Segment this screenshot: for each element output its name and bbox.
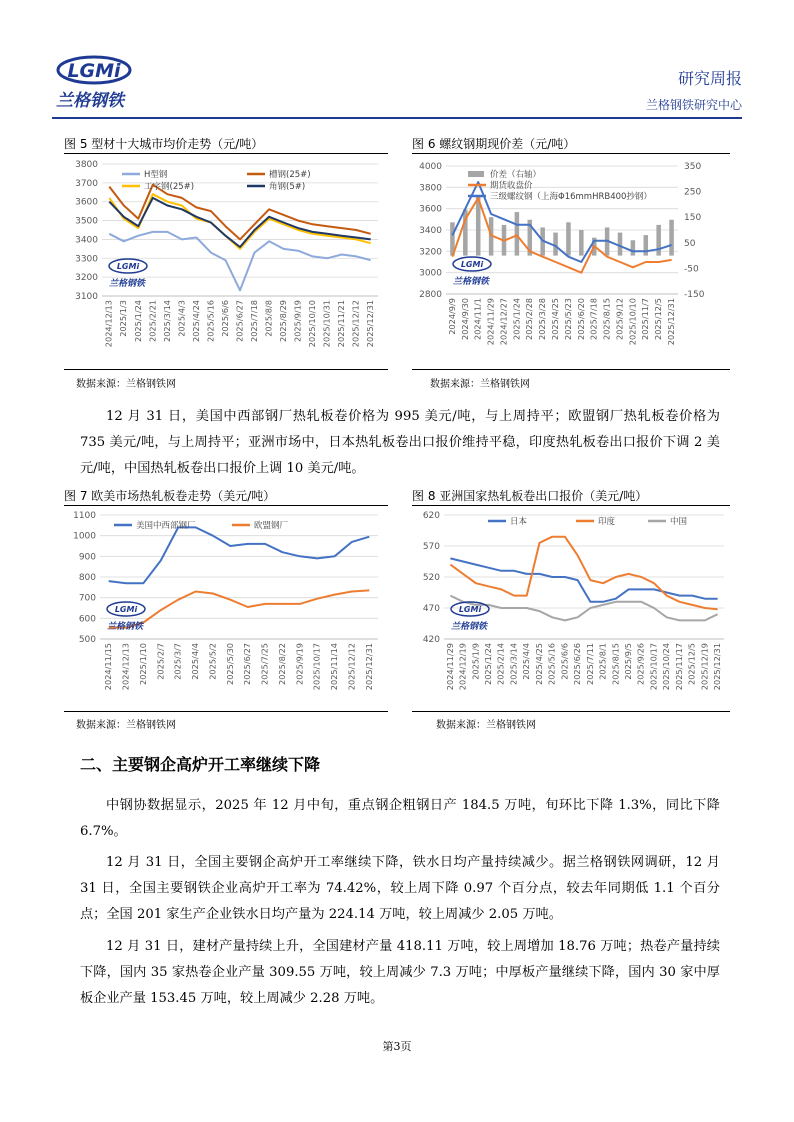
y-tick-label: 2800 (419, 290, 442, 300)
report-subtitle: 兰格钢铁研究中心 (645, 98, 742, 112)
x-tick-label: 2025/9/19 (294, 643, 305, 685)
watermark-chinese-text: 兰格钢铁 (451, 622, 488, 632)
y2-tick-label: -50 (684, 264, 699, 275)
header-divider (52, 117, 742, 119)
y-tick-label: 570 (422, 542, 440, 552)
x-tick-label: 2025/7/25 (259, 643, 270, 685)
bar (669, 220, 674, 256)
bar (553, 233, 558, 256)
y-tick-label: 3100 (75, 292, 98, 302)
fig7-source: 数据来源：兰格钢铁网 (76, 720, 176, 731)
x-tick-label: 2025/5/16 (205, 300, 216, 342)
x-tick-label: 2025/8/15 (610, 643, 621, 685)
x-tick-label: 2025/2/7 (155, 643, 166, 680)
y-tick-label: 3600 (419, 204, 442, 215)
y-tick-label: 3800 (419, 183, 442, 194)
x-tick-label: 2025/9/26 (635, 643, 646, 685)
x-tick-label: 2025/11/17 (673, 643, 684, 691)
y-tick-label: 420 (422, 635, 440, 645)
y-tick-label: 1100 (73, 511, 96, 521)
fig6-bottom-rule (412, 369, 730, 370)
x-tick-label: 2025/7/18 (248, 300, 259, 342)
fig7-bottom-rule (64, 711, 388, 712)
x-tick-label: 2024/11/29 (485, 298, 496, 346)
x-tick-label: 2025/8/8 (263, 300, 274, 337)
legend-label: 角钢(5#) (269, 182, 306, 192)
paragraph-hrc-prices (80, 404, 720, 482)
fig5-source: 数据来源：兰格钢铁网 (76, 379, 176, 390)
bar (644, 235, 649, 255)
x-tick-label: 2025/2/21 (147, 300, 158, 342)
x-tick-label: 2025/4/3 (176, 300, 187, 337)
bar (618, 233, 623, 256)
x-tick-label: 2025/11/14 (329, 643, 340, 691)
y-tick-label: 3700 (75, 178, 98, 189)
legend-label: 美国中西部钢厂 (136, 521, 196, 531)
fig6-title: 图 6 螺纹钢期现价差（元/吨） (412, 137, 576, 151)
fig8-chart (408, 507, 734, 709)
report-title: 研究周报 (677, 69, 742, 88)
series-line (109, 185, 370, 240)
logo-text: LGMi (67, 60, 121, 82)
x-tick-label: 2025/9/19 (292, 300, 303, 342)
x-tick-label: 2025/4/24 (190, 300, 201, 342)
x-tick-label: 2025/8/1 (597, 643, 608, 680)
x-tick-label: 2025/5/23 (562, 298, 573, 340)
fig8-title-rule (412, 505, 730, 506)
legend-label: 三级螺纹钢（上海Φ16mmHRB400抄钢） (490, 192, 652, 202)
paragraph-crude-steel (80, 793, 720, 845)
fig6-title-rule (412, 153, 730, 154)
x-tick-label: 2025/9/12 (614, 298, 625, 340)
y-tick-label: 500 (78, 635, 96, 645)
x-tick-label: 2025/12/31 (666, 298, 677, 346)
x-tick-label: 2024/11/15 (103, 643, 114, 691)
fig8-bottom-rule (412, 711, 730, 712)
x-tick-label: 2025/6/6 (559, 643, 570, 680)
x-tick-label: 2025/3/14 (508, 643, 519, 685)
paragraph-text: 12 月 31 日，全国主要钢企高炉开工率继续下降，铁水日均产量持续减少。据兰格钢铁网调研，12 月 31 日，全国主要钢铁企业高炉开工率为 74.42%，较上周下降 0.97 个百分点，较去年同期低 1.1 个百分点；全国 201 家生产企业铁水日均产量为 224.14 万吨，较上周减少 2.05 万吨。 (80, 855, 720, 922)
series-line (452, 198, 671, 273)
x-tick-label: 2025/10/10 (627, 298, 638, 346)
x-tick-label: 2025/1/9 (470, 643, 481, 680)
fig5-title: 图 5 型材十大城市均价走势（元/吨） (64, 137, 264, 151)
x-tick-label: 2025/12/31 (712, 643, 723, 691)
x-tick-label: 2025/3/7 (172, 643, 183, 680)
y-tick-label: 3300 (75, 254, 98, 265)
x-tick-label: 2025/1/24 (511, 298, 522, 340)
paragraph-blast-furnace (80, 850, 720, 928)
x-tick-label: 2025/5/2 (207, 643, 218, 680)
y-tick-label: 3200 (419, 247, 442, 258)
paragraph-text: 中钢协数据显示，2025 年 12 月中旬，重点钢企粗钢日产 184.5 万吨，旬环比下降 1.3%，同比下降 6.7%。 (80, 798, 720, 839)
y-tick-label: 600 (78, 614, 96, 625)
legend-swatch (468, 171, 484, 177)
y-tick-label: 470 (422, 604, 440, 614)
x-tick-label: 2025/4/4 (190, 643, 201, 680)
x-tick-label: 2024/9/30 (459, 298, 470, 340)
watermark-logo-text: LGMi (114, 605, 138, 614)
watermark-logo-text: LGMi (116, 262, 140, 271)
series-line (109, 232, 370, 290)
x-tick-label: 2024/9/9 (446, 298, 457, 335)
y-tick-label: 3600 (75, 197, 98, 208)
y-tick-label: 3500 (75, 216, 98, 227)
x-tick-label: 2025/10/10 (307, 300, 318, 348)
y-tick-label: 900 (78, 552, 96, 563)
fig8-title: 图 8 亚洲国家热轧板卷出口报价（美元/吨） (412, 489, 648, 503)
paragraph-text: 12 月 31 日，建材产量持续上升，全国建材产量 418.11 万吨，较上周增加 18.76 万吨；热卷产量持续下降，国内 35 家热卷企业产量 309.55 万吨，较上周减少 7.3 万吨；中厚板产量继续下降，国内 30 家中厚板企业产量 153.45 万吨，较上周减少 2.28 万吨。 (80, 939, 720, 1006)
watermark-chinese-text: 兰格钢铁 (107, 622, 144, 632)
x-tick-label: 2025/5/16 (546, 643, 557, 685)
x-tick-label: 2025/7/11 (584, 643, 595, 685)
x-tick-label: 2024/11/1 (472, 298, 483, 340)
series-line (450, 558, 717, 601)
x-tick-label: 2025/11/7 (640, 298, 651, 340)
fig6-source: 数据来源：兰格钢铁网 (430, 379, 530, 390)
watermark-chinese-text: 兰格钢铁 (453, 277, 490, 287)
fig6-chart (408, 156, 734, 364)
series-line (109, 590, 370, 627)
x-tick-label: 2025/9/5 (623, 643, 634, 680)
y-tick-label: 620 (422, 511, 440, 521)
x-tick-label: 2025/12/19 (699, 643, 710, 691)
bar (656, 225, 661, 256)
fig7-title: 图 7 欧美市场热轧板卷走势（美元/吨） (64, 489, 276, 503)
y-tick-label: 800 (78, 573, 96, 583)
legend-label: 工字钢(25#) (144, 182, 195, 192)
x-tick-label: 2025/6/27 (242, 643, 253, 685)
legend-label: 槽钢(25#) (269, 170, 311, 180)
bar (566, 222, 571, 255)
x-tick-label: 2025/12/5 (686, 643, 697, 685)
bar (515, 212, 520, 256)
x-tick-label: 2025/6/26 (572, 643, 583, 685)
x-tick-label: 2025/2/28 (524, 298, 535, 340)
x-tick-label: 2025/12/12 (346, 643, 357, 691)
company-logo (54, 52, 144, 112)
fig8-source: 数据来源：兰格钢铁网 (436, 720, 536, 731)
series-line (109, 194, 370, 249)
y-tick-label: 3000 (419, 268, 442, 279)
legend-label: 中国 (670, 517, 688, 527)
legend-label: H型钢 (144, 170, 168, 180)
legend-label: 期货收盘价 (490, 181, 533, 191)
y-tick-label: 520 (422, 573, 440, 583)
x-tick-label: 2025/1/3 (118, 300, 129, 337)
fig5-title-rule (64, 153, 388, 154)
x-tick-label: 2024/12/13 (120, 643, 131, 691)
x-tick-label: 2025/10/17 (311, 643, 322, 691)
x-tick-label: 2025/12/12 (350, 300, 361, 348)
page-number: 第3页 (382, 1040, 412, 1053)
legend-label: 日本 (510, 517, 528, 527)
x-tick-label: 2025/11/21 (336, 300, 347, 348)
x-tick-label: 2025/4/25 (533, 643, 544, 685)
x-tick-label: 2024/11/29 (444, 643, 455, 691)
x-tick-label: 2025/7/18 (588, 298, 599, 340)
watermark-chinese-text: 兰格钢铁 (109, 279, 146, 289)
x-tick-label: 2025/8/15 (601, 298, 612, 340)
bar (631, 240, 636, 255)
y-tick-label: 700 (78, 593, 96, 604)
fig7-title-rule (64, 505, 388, 506)
x-tick-label: 2025/12/31 (365, 300, 376, 348)
x-tick-label: 2025/3/28 (537, 298, 548, 340)
bar (579, 230, 584, 256)
y-tick-label: 3400 (419, 226, 442, 236)
x-tick-label: 2025/8/22 (276, 643, 287, 685)
x-tick-label: 2025/10/17 (648, 643, 659, 691)
paragraph-text: 12 月 31 日，美国中西部钢厂热轧板卷价格为 995 美元/吨，与上周持平；欧盟钢厂热轧板卷价格为 735 美元/吨，与上周持平；亚洲市场中，日本热轧板卷出口报价维持平稳，印度热轧板卷出口报价下调 2 美元/吨，中国热轧板卷出口报价上调 10 美元/吨。 (80, 409, 720, 476)
y2-tick-label: 350 (684, 162, 702, 172)
y-tick-label: 1000 (73, 531, 96, 542)
x-tick-label: 2025/1/10 (137, 643, 148, 685)
x-tick-label: 2025/5/30 (224, 643, 235, 685)
x-tick-label: 2025/6/20 (575, 298, 586, 340)
x-tick-label: 2025/4/25 (550, 298, 561, 340)
y-tick-label: 4000 (419, 162, 442, 172)
watermark-logo-text: LGMi (460, 260, 484, 269)
x-tick-label: 2025/10/24 (661, 643, 672, 691)
fig7-chart (62, 507, 388, 709)
legend-label: 印度 (598, 517, 616, 527)
x-tick-label: 2025/2/14 (495, 643, 506, 685)
fig5-chart (62, 156, 388, 364)
y2-tick-label: 50 (684, 238, 696, 249)
x-tick-label: 2025/8/29 (278, 300, 289, 342)
legend-label: 欧盟钢厂 (254, 521, 289, 531)
legend-label: 价差（右轴） (490, 170, 542, 180)
paragraph-output (80, 934, 720, 1012)
x-tick-label: 2025/10/31 (321, 300, 332, 348)
x-tick-label: 2025/4/4 (521, 643, 532, 680)
x-tick-label: 2025/3/14 (161, 300, 172, 342)
x-tick-label: 2025/1/24 (132, 300, 143, 342)
series-line (450, 537, 717, 610)
watermark-logo-text: LGMi (458, 605, 482, 614)
y-tick-label: 3200 (75, 273, 98, 284)
section-title: 二、主要钢企高炉开工率继续下降 (80, 755, 321, 774)
x-tick-label: 2024/12/27 (498, 298, 509, 346)
fig5-bottom-rule (64, 369, 388, 370)
x-tick-label: 2024/12/19 (457, 643, 468, 691)
x-tick-label: 2024/12/13 (103, 300, 114, 348)
y2-tick-label: 250 (684, 187, 702, 198)
logo-chinese-name: 兰格钢铁 (56, 91, 124, 111)
y2-tick-label: -150 (684, 290, 705, 300)
x-tick-label: 2025/6/27 (234, 300, 245, 342)
y-tick-label: 3800 (75, 160, 98, 170)
x-tick-label: 2025/6/6 (219, 300, 230, 337)
y-tick-label: 3400 (75, 235, 98, 246)
x-tick-label: 2025/12/5 (653, 298, 664, 340)
x-tick-label: 2025/12/31 (363, 643, 374, 691)
y2-tick-label: 150 (684, 213, 702, 224)
x-tick-label: 2025/1/24 (483, 643, 494, 685)
